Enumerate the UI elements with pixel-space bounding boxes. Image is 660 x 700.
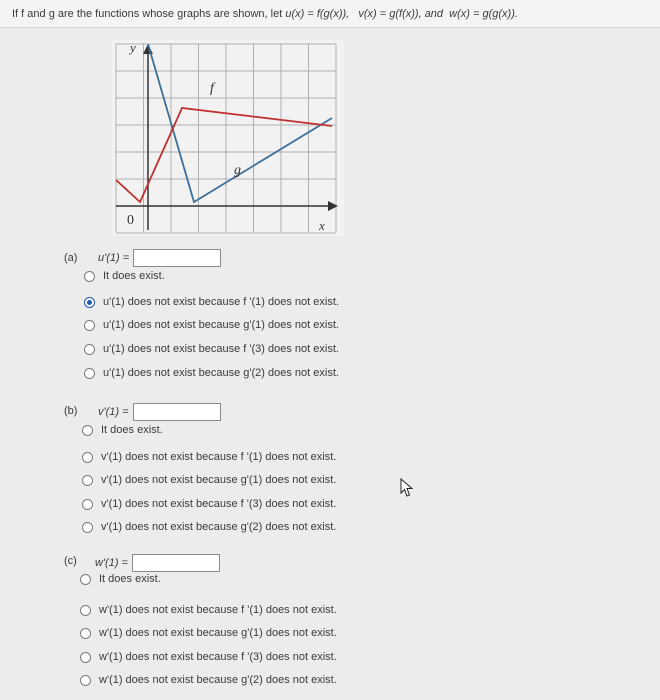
option-text: It does exist. xyxy=(101,424,163,436)
radio-icon[interactable] xyxy=(80,675,91,686)
part-b-option-1[interactable] xyxy=(82,424,163,436)
part-a-option-3[interactable] xyxy=(84,319,339,331)
part-b-option-3[interactable] xyxy=(82,474,336,486)
option-text: u'(1) does not exist because f '(1) does not exist. xyxy=(103,296,339,308)
part-a-label: (a) xyxy=(64,252,78,264)
option-text: v'(1) does not exist because f '(1) does not exist. xyxy=(101,451,337,463)
option-text: w'(1) does not exist because g'(2) does not exist. xyxy=(99,674,337,686)
radio-icon[interactable] xyxy=(84,368,95,379)
part-b-answer-input[interactable] xyxy=(133,403,221,421)
part-c-option-2[interactable] xyxy=(80,604,337,616)
radio-selected-icon[interactable] xyxy=(84,297,95,308)
radio-icon[interactable] xyxy=(80,605,91,616)
y-axis-label: y xyxy=(130,40,136,55)
x-axis-label: x xyxy=(319,218,325,233)
v-definition: v(x) = g(f(x)), and xyxy=(358,8,444,20)
part-c-option-4[interactable] xyxy=(80,651,337,663)
part-b-option-5[interactable] xyxy=(82,521,336,533)
part-c-option-3[interactable] xyxy=(80,627,337,639)
part-a-prompt-row xyxy=(98,249,221,267)
graph-svg xyxy=(112,40,344,236)
part-b-prompt-row xyxy=(98,403,221,421)
part-c-prompt-row xyxy=(95,554,220,572)
radio-icon[interactable] xyxy=(80,628,91,639)
option-text: u'(1) does not exist because g'(1) does not exist. xyxy=(103,319,339,331)
option-text: v'(1) does not exist because g'(1) does not exist. xyxy=(101,474,337,486)
radio-icon[interactable] xyxy=(84,271,95,282)
option-text: w'(1) does not exist because g'(1) does not exist. xyxy=(99,627,337,639)
part-b-label: (b) xyxy=(64,405,78,417)
function-graph xyxy=(112,40,344,241)
origin-label: 0 xyxy=(127,213,134,228)
radio-icon[interactable] xyxy=(80,652,91,663)
radio-icon[interactable] xyxy=(82,499,93,510)
question-prefix: If f and g are the functions whose graphs are shown, let xyxy=(12,8,283,20)
part-a-option-1[interactable] xyxy=(84,270,165,282)
radio-icon[interactable] xyxy=(84,344,95,355)
part-c-option-5[interactable] xyxy=(80,674,337,686)
option-text: w'(1) does not exist because f '(1) does not exist. xyxy=(99,604,337,616)
part-c-prompt: w'(1) = xyxy=(95,557,128,569)
part-a-answer-input[interactable] xyxy=(133,249,221,267)
mouse-cursor-icon xyxy=(400,478,414,498)
part-b-prompt: v'(1) = xyxy=(98,406,129,418)
g-label: g xyxy=(234,163,241,178)
option-text: v'(1) does not exist because f '(3) does not exist. xyxy=(101,498,337,510)
w-definition: w(x) = g(g(x)). xyxy=(449,8,518,20)
option-text: u'(1) does not exist because f '(3) does not exist. xyxy=(103,343,339,355)
option-text: v'(1) does not exist because g'(2) does not exist. xyxy=(101,521,337,533)
part-a-option-5[interactable] xyxy=(84,367,339,379)
option-text: w'(1) does not exist because f '(3) does not exist. xyxy=(99,651,337,663)
option-text: It does exist. xyxy=(99,573,161,585)
f-label: f xyxy=(210,81,214,96)
radio-icon[interactable] xyxy=(84,320,95,331)
option-text: u'(1) does not exist because g'(2) does not exist. xyxy=(103,367,339,379)
part-a-prompt: u'(1) = xyxy=(98,252,130,264)
part-c-option-1[interactable] xyxy=(80,573,161,585)
radio-icon[interactable] xyxy=(82,452,93,463)
radio-icon[interactable] xyxy=(82,425,93,436)
part-a-option-4[interactable] xyxy=(84,343,339,355)
part-c-label: (c) xyxy=(64,555,77,567)
part-c-answer-input[interactable] xyxy=(132,554,220,572)
radio-icon[interactable] xyxy=(82,475,93,486)
radio-icon[interactable] xyxy=(80,574,91,585)
part-b-option-2[interactable] xyxy=(82,451,336,463)
u-definition: u(x) = f(g(x)), xyxy=(285,8,350,20)
part-b-option-4[interactable] xyxy=(82,498,336,510)
radio-icon[interactable] xyxy=(82,522,93,533)
question-header xyxy=(0,0,660,28)
part-a-option-2[interactable] xyxy=(84,296,339,308)
option-text: It does exist. xyxy=(103,270,165,282)
